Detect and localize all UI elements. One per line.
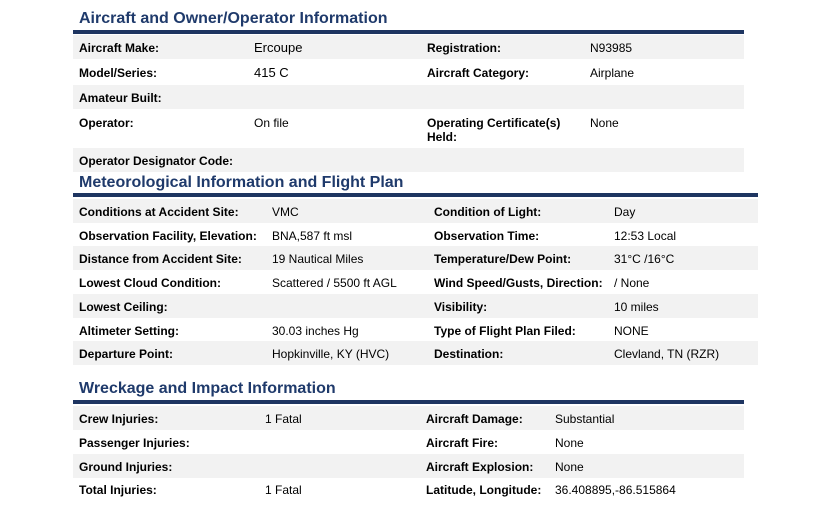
field-value: 1 Fatal [265,412,302,426]
field-label: Observation Facility, Elevation: [79,229,257,243]
field-value: 30.03 inches Hg [272,324,359,338]
field-label: Observation Time: [434,229,540,243]
field-label: Lowest Cloud Condition: [79,276,221,290]
section-divider [73,400,744,404]
field-label: Departure Point: [79,347,174,361]
field-value: Clevland, TN (RZR) [614,347,720,361]
field-label: Model/Series: [79,66,158,80]
field-label: Wind Speed/Gusts, Direction: [434,276,603,290]
aircraft-section-title: Aircraft and Owner/Operator Information [79,10,388,27]
field-label: Lowest Ceiling: [79,300,168,314]
field-label: Operating Certificate(s) Held: [427,116,561,144]
field-label: Distance from Accident Site: [79,252,242,266]
field-value: None [590,116,619,130]
table-row [73,110,744,148]
meteorological-section-title: Meteorological Information and Flight Plan [79,174,404,191]
field-value: None [555,460,584,474]
field-label: Temperature/Dew Point: [434,252,572,266]
field-label: Latitude, Longitude: [426,483,542,497]
field-value: 10 miles [614,300,659,314]
field-label: Aircraft Make: [79,41,160,55]
field-label: Altimeter Setting: [79,324,180,338]
field-value: 19 Nautical Miles [272,252,364,266]
field-value: Day [614,205,636,219]
field-value: Hopkinville, KY (HVC) [272,347,390,361]
field-value: / None [614,276,650,290]
table-row [73,454,744,478]
table-row [73,60,744,84]
field-label: Type of Flight Plan Filed: [434,324,576,338]
table-row [73,223,758,247]
field-value: Airplane [590,66,635,80]
field-value: 1 Fatal [265,483,302,497]
field-value: 31°C /16°C [614,252,675,266]
table-row [73,430,744,454]
table-row [73,477,744,501]
field-value: None [555,436,584,450]
field-value: Ercoupe [254,40,303,55]
section-divider [73,193,758,197]
field-value: 36.408895,-86.515864 [555,483,676,497]
field-value: N93985 [590,41,633,55]
field-label: Aircraft Damage: [426,412,523,426]
field-label: Registration: [427,41,502,55]
field-label: Condition of Light: [434,205,542,219]
field-label: Amateur Built: [79,91,162,105]
table-row [73,341,758,365]
table-row [73,246,758,270]
field-value: Scattered / 5500 ft AGL [272,276,397,290]
field-label: Aircraft Explosion: [426,460,534,474]
field-label: Conditions at Accident Site: [79,205,239,219]
field-label: Operator Designator Code: [79,154,234,168]
field-value: 415 C [254,65,289,80]
field-value: VMC [272,205,299,219]
table-row [73,85,744,109]
field-label: Ground Injuries: [79,460,173,474]
field-label: Passenger Injuries: [79,436,190,450]
field-label: Crew Injuries: [79,412,159,426]
field-label: Total Injuries: [79,483,157,497]
field-label: Visibility: [434,300,488,314]
field-value: BNA,587 ft msl [272,229,353,243]
field-label: Aircraft Category: [427,66,530,80]
table-row [73,318,758,342]
field-value: 12:53 Local [614,229,677,243]
table-row [73,148,744,172]
table-row [73,294,758,318]
table-row [73,406,744,430]
field-value: Substantial [555,412,615,426]
wreckage-section-title: Wreckage and Impact Information [79,380,336,397]
field-value: On file [254,116,289,130]
table-row [73,35,744,59]
table-row [73,270,758,294]
field-label: Aircraft Fire: [426,436,499,450]
section-divider [73,30,744,34]
field-label: Operator: [79,116,134,130]
field-label: Destination: [434,347,504,361]
field-value: NONE [614,324,649,338]
table-row [73,199,758,223]
